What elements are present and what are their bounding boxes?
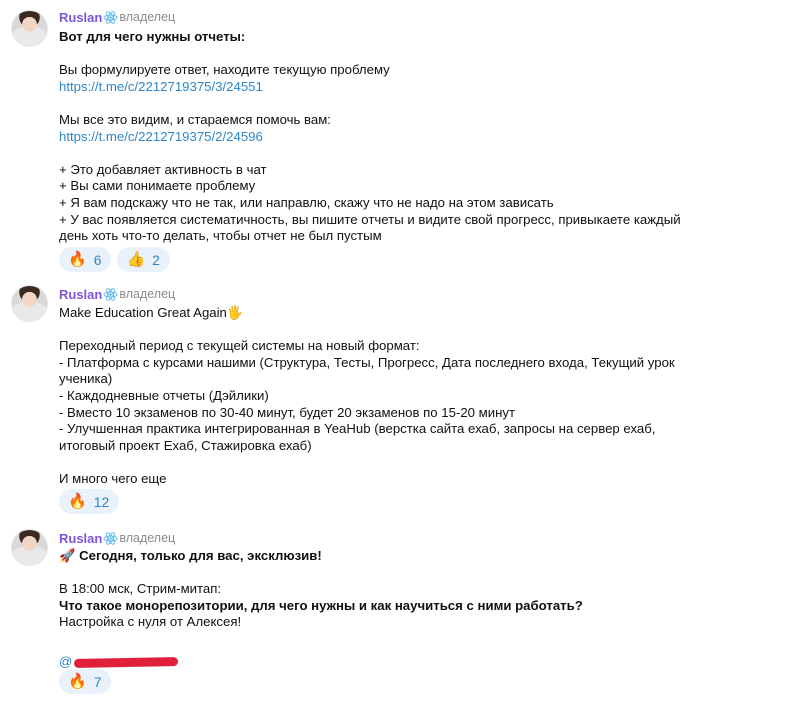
fire-icon: 🔥 <box>68 251 87 268</box>
reaction-count: 2 <box>152 251 160 268</box>
text-line: И много чего еще <box>59 470 167 486</box>
reaction-fire[interactable] <box>59 489 119 514</box>
redaction-mark <box>74 657 178 668</box>
reaction-count: 7 <box>93 673 102 690</box>
list-item: + Это добавляет активность в чат <box>59 161 267 177</box>
list-item: - Вместо 10 экзаменов по 30-40 минут, будет 20 экзаменов по 15-20 минут <box>59 404 516 420</box>
list-item-continuation: день хоть что-то делать, чтобы отчет не был пустым <box>59 228 382 244</box>
message-header <box>59 9 175 25</box>
list-item: + Вы сами понимаете проблему <box>59 178 256 194</box>
author-role: владелец <box>119 10 176 24</box>
author-name[interactable]: Ruslan <box>59 9 103 25</box>
list-item-continuation: итоговый проект Ехаб, Стажировка ехаб) <box>59 437 312 453</box>
list-item: - Каждодневные отчеты (Дэйлики) <box>59 387 269 403</box>
list-item-continuation: ученика) <box>59 371 113 387</box>
reactions-bar <box>59 669 111 694</box>
reaction-fire[interactable] <box>59 669 111 694</box>
text-line: Мы все это видим, и стараемся помочь вам: <box>59 111 331 127</box>
list-item: - Улучшенная практика интегрированная в YeaHub (верстка сайта ехаб, запросы на сервер ехаб, <box>59 421 656 437</box>
react-atom-icon <box>103 287 118 302</box>
list-item: + У вас появляется систематичность, вы пишите отчеты и видите свой прогресс, привыкаете каждый <box>59 211 681 227</box>
reaction-count: 12 <box>93 493 110 510</box>
mention-link[interactable]: @ <box>59 653 73 669</box>
avatar[interactable] <box>11 285 48 322</box>
reactions-bar <box>59 247 170 272</box>
text-line: В 18:00 мск, Стрим-митап: <box>59 581 222 597</box>
message-text <box>59 305 719 488</box>
reaction-fire[interactable] <box>59 247 111 272</box>
reaction-count: 6 <box>93 251 102 268</box>
react-atom-icon <box>103 531 118 546</box>
message-link[interactable]: https://t.me/c/2212719375/3/24551 <box>59 78 263 94</box>
message-heading: Make Education Great Again🖐 <box>59 305 244 320</box>
fire-icon: 🔥 <box>68 673 87 690</box>
message-text <box>59 548 719 670</box>
avatar[interactable] <box>11 10 48 47</box>
message-text <box>59 29 719 245</box>
author-name[interactable]: Ruslan <box>59 530 103 546</box>
list-item: - Платформа с курсами нашими (Структура, Тесты, Прогресс, Дата последнего входа, Текущий урок <box>59 354 675 370</box>
reaction-thumbs-up[interactable] <box>117 247 169 272</box>
thumbs-up-icon: 👍 <box>126 251 146 268</box>
avatar[interactable] <box>11 529 48 566</box>
message-header <box>59 286 175 302</box>
message-header <box>59 530 175 546</box>
reactions-bar <box>59 489 119 514</box>
text-line: Что такое монорепозитории, для чего нужны и как научиться с ними работать? <box>59 597 583 613</box>
message-heading: 🚀 Сегодня, только для вас, эксклюзив! <box>59 548 322 563</box>
message-link[interactable]: https://t.me/c/2212719375/2/24596 <box>59 128 263 144</box>
list-item: + Я вам подскажу что не так, или направлю, скажу что не надо на этом зависать <box>59 194 554 210</box>
text-line: Вы формулируете ответ, находите текущую проблему <box>59 62 390 78</box>
author-role: владелец <box>119 287 176 301</box>
text-line: Настройка с нуля от Алексея! <box>59 614 242 630</box>
react-atom-icon <box>103 10 118 25</box>
author-name[interactable]: Ruslan <box>59 286 103 302</box>
message-heading: Вот для чего нужны отчеты: <box>59 29 246 44</box>
text-line: Переходный период с текущей системы на новый формат: <box>59 338 420 354</box>
fire-icon: 🔥 <box>68 493 87 510</box>
author-role: владелец <box>119 531 176 545</box>
